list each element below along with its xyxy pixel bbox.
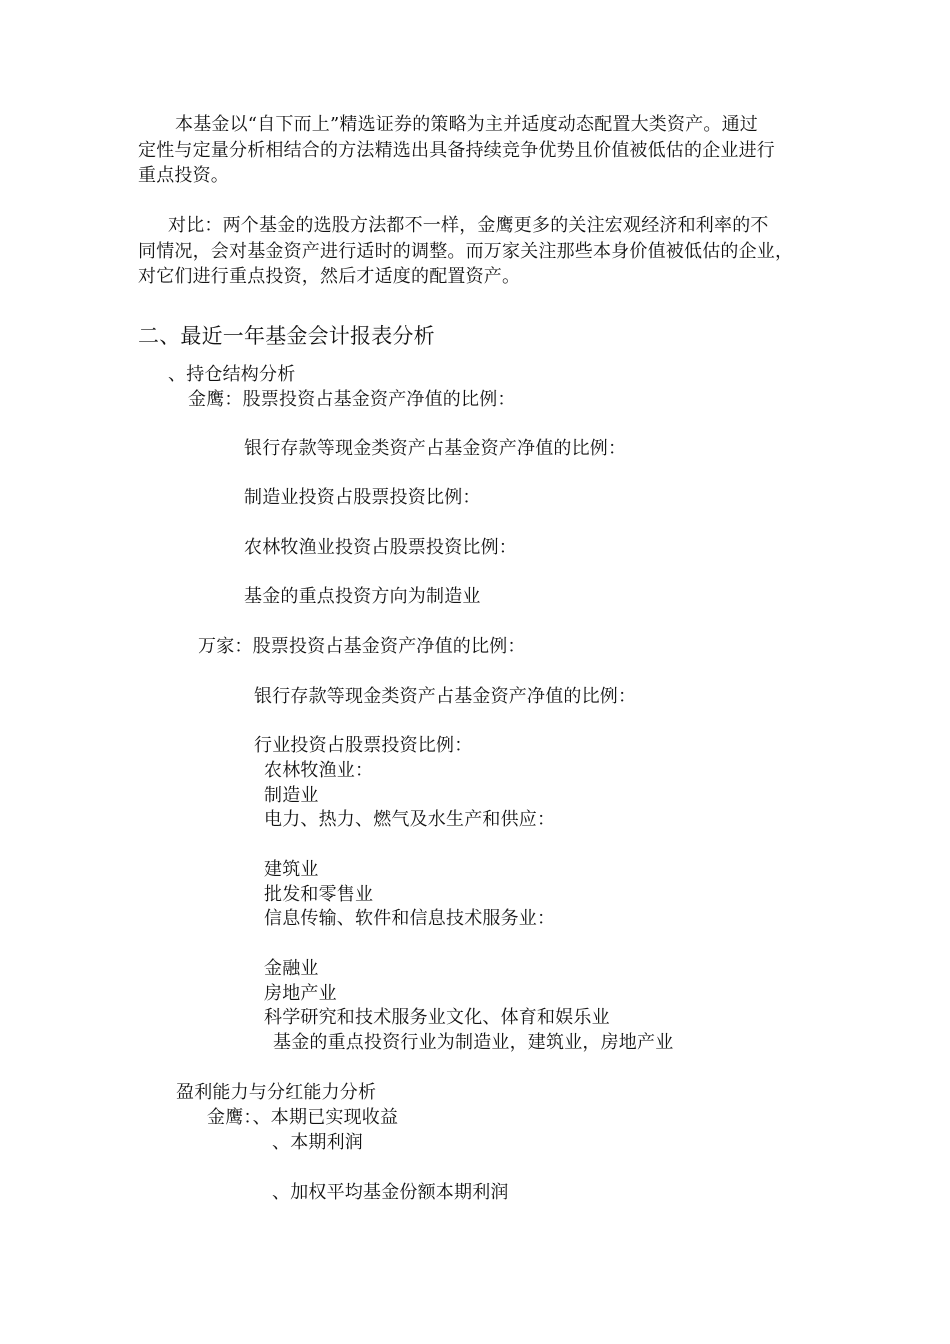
jinying-realized-income: 金鹰：、本期已实现收益 <box>207 1107 399 1128</box>
wanjia-cash-ratio: 银行存款等现金类资产占基金资产净值的比例： <box>254 686 637 707</box>
comparison-line-1: 对比：两个基金的选股方法都不一样，金鹰更多的关注宏观经济和利率的不 <box>168 215 769 236</box>
intro-p1-line-2: 定性与定量分析相结合的方法精选出具备持续竞争优势且价值被低估的企业进行 <box>138 140 775 161</box>
industry-item: 信息传输、软件和信息技术服务业： <box>264 908 556 929</box>
profit-heading: 盈利能力与分红能力分析 <box>176 1082 377 1103</box>
industry-item: 制造业 <box>264 785 319 806</box>
industry-item: 批发和零售业 <box>264 884 374 905</box>
industry-item: 金融业 <box>264 958 319 979</box>
intro-p1-line-1: 本基金以“自下而上”精选证券的策略为主并适度动态配置大类资产。通过 <box>175 114 759 135</box>
wanjia-focus: 基金的重点投资行业为制造业，建筑业，房地产业 <box>273 1032 674 1053</box>
jinying-weighted-profit: 、加权平均基金份额本期利润 <box>272 1182 509 1203</box>
jinying-agriculture: 农林牧渔业投资占股票投资比例： <box>244 537 517 558</box>
wanjia-stock-ratio: 万家：股票投资占基金资产净值的比例： <box>198 636 526 657</box>
intro-p1-line-3: 重点投资。 <box>138 165 229 186</box>
jinying-manufacturing: 制造业投资占股票投资比例： <box>244 487 481 508</box>
holding-heading: 、持仓结构分析 <box>168 364 296 385</box>
jinying-period-profit: 、本期利润 <box>272 1132 363 1153</box>
section-title: 二、最近一年基金会计报表分析 <box>138 324 435 348</box>
industry-item: 电力、热力、燃气及水生产和供应： <box>264 809 556 830</box>
jinying-stock-ratio: 金鹰：股票投资占基金资产净值的比例： <box>188 389 516 410</box>
industry-item: 建筑业 <box>264 859 319 880</box>
industry-item: 科学研究和技术服务业文化、体育和娱乐业 <box>264 1007 610 1028</box>
jinying-focus: 基金的重点投资方向为制造业 <box>244 586 481 607</box>
industry-item: 农林牧渔业： <box>264 760 374 781</box>
industry-item: 房地产业 <box>264 983 337 1004</box>
comparison-line-3: 对它们进行重点投资，然后才适度的配置资产。 <box>138 266 521 287</box>
comparison-line-2: 同情况，会对基金资产进行适时的调整。而万家关注那些本身价值被低估的企业， <box>138 241 794 262</box>
wanjia-industry-ratio: 行业投资占股票投资比例： <box>254 735 473 756</box>
jinying-cash-ratio: 银行存款等现金类资产占基金资产净值的比例： <box>244 438 627 459</box>
